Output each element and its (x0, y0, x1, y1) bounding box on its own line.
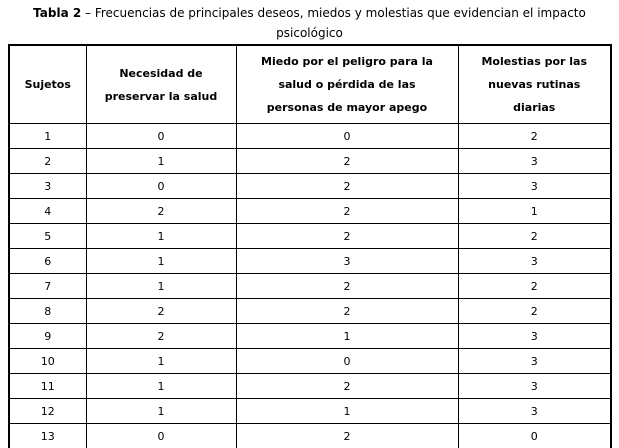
value-cell: 3 (458, 349, 611, 374)
value-cell: 2 (236, 424, 458, 448)
value-cell: 0 (86, 174, 236, 199)
subject-cell: 7 (9, 274, 86, 299)
column-header-line: Necesidad de (119, 66, 203, 80)
column-header-line: preservar la salud (104, 89, 218, 103)
table-row (9, 149, 611, 174)
subject-cell: 12 (9, 399, 86, 424)
frequencies-table (8, 44, 612, 448)
column-header-line: salud o pérdida de las (278, 78, 416, 91)
value-cell: 1 (86, 249, 236, 274)
value-cell: 2 (236, 274, 458, 299)
subject-cell: 9 (9, 324, 86, 349)
table-row (9, 424, 611, 448)
value-cell: 1 (86, 349, 236, 374)
header-row (9, 45, 611, 124)
value-cell: 2 (458, 274, 611, 299)
subject-cell: 6 (9, 249, 86, 274)
value-cell: 2 (236, 374, 458, 399)
value-cell: 3 (458, 324, 611, 349)
value-cell: 2 (86, 299, 236, 324)
value-cell: 2 (236, 174, 458, 199)
subject-cell: 10 (9, 349, 86, 374)
table-row (9, 349, 611, 374)
value-cell: 3 (458, 374, 611, 399)
subject-cell: 13 (9, 424, 86, 448)
value-cell: 3 (458, 399, 611, 424)
subject-cell: 11 (9, 374, 86, 399)
column-header-line: Sujetos (24, 78, 71, 91)
caption-label: Tabla 2 (33, 6, 82, 20)
value-cell: 1 (86, 374, 236, 399)
column-header-line: personas de mayor apego (266, 101, 428, 114)
column-header (9, 45, 86, 124)
value-cell: 1 (86, 149, 236, 174)
table-caption (0, 0, 619, 43)
value-cell: 2 (236, 224, 458, 249)
column-header-line: nuevas rutinas (488, 78, 581, 91)
value-cell: 2 (458, 124, 611, 149)
table-row (9, 224, 611, 249)
caption-line-2: psicológico (276, 26, 343, 40)
table-row (9, 399, 611, 424)
table-row (9, 299, 611, 324)
subject-cell: 3 (9, 174, 86, 199)
value-cell: 0 (236, 349, 458, 374)
value-cell: 1 (458, 199, 611, 224)
value-cell: 2 (236, 299, 458, 324)
table-row (9, 124, 611, 149)
subject-cell: 5 (9, 224, 86, 249)
value-cell: 2 (86, 199, 236, 224)
subject-cell: 1 (9, 124, 86, 149)
value-cell: 2 (236, 149, 458, 174)
value-cell: 3 (458, 149, 611, 174)
value-cell: 3 (458, 174, 611, 199)
value-cell: 0 (86, 124, 236, 149)
value-cell: 1 (86, 224, 236, 249)
value-cell: 1 (236, 324, 458, 349)
value-cell: 0 (236, 124, 458, 149)
column-header (236, 45, 458, 124)
value-cell: 0 (86, 424, 236, 448)
value-cell: 2 (458, 299, 611, 324)
column-header-line: Molestias por las (481, 55, 588, 68)
caption-line-1 (0, 3, 619, 23)
caption-text: – Frecuencias de principales deseos, miedos y molestias que evidencian el impacto (81, 6, 586, 20)
column-header (458, 45, 611, 124)
table-row (9, 374, 611, 399)
value-cell: 1 (236, 399, 458, 424)
value-cell: 3 (458, 249, 611, 274)
value-cell: 0 (458, 424, 611, 448)
value-cell: 1 (86, 399, 236, 424)
subject-cell: 4 (9, 199, 86, 224)
value-cell: 1 (86, 274, 236, 299)
column-header-line: diarias (513, 101, 556, 114)
value-cell: 2 (458, 224, 611, 249)
table-row (9, 174, 611, 199)
subject-cell: 2 (9, 149, 86, 174)
column-header-line: Miedo por el peligro para la (261, 55, 433, 68)
table-row (9, 249, 611, 274)
value-cell: 3 (236, 249, 458, 274)
value-cell: 2 (236, 199, 458, 224)
value-cell: 2 (86, 324, 236, 349)
table-row (9, 324, 611, 349)
table-row (9, 274, 611, 299)
column-header (86, 45, 236, 124)
table-row (9, 199, 611, 224)
subject-cell: 8 (9, 299, 86, 324)
